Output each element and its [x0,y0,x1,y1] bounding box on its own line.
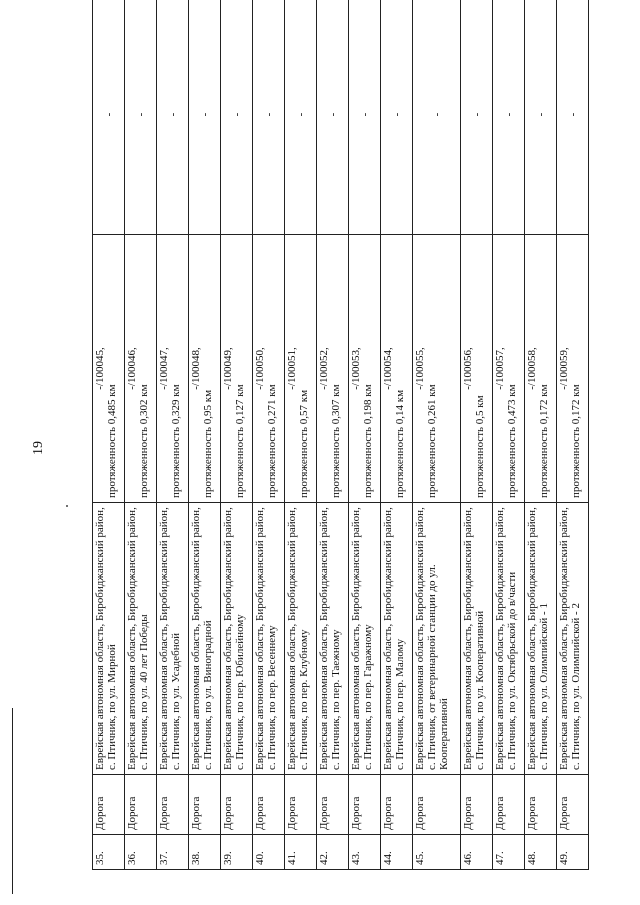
row-number: 41. [285,835,317,870]
object-note: - [157,0,189,235]
table-row [285,0,317,870]
object-id: -/100049, [222,347,234,390]
object-type: Дорога [381,775,413,835]
object-info [189,235,221,503]
object-type: Дорога [285,775,317,835]
table-row [493,0,525,870]
object-length: протяженность 0,261 км [426,384,438,498]
object-id: -/100051, [286,347,298,390]
object-note: - [557,0,589,235]
object-address: Еврейская автономная область, Биробиджанский район, с. Птичник, по пер. Малому [381,503,413,775]
object-address: Еврейская автономная область, Биробиджанский район, с. Птичник, по пер. Таежному [317,503,349,775]
object-info [253,235,285,503]
object-id: -/100059, [558,347,570,390]
object-type: Дорога [221,775,253,835]
object-info [93,235,125,503]
object-type: Дорога [413,775,461,835]
object-note: - [461,0,493,235]
row-number: 49. [557,835,589,870]
object-type: Дорога [253,775,285,835]
object-length: протяженность 0,95 км [202,389,214,498]
object-address: Еврейская автономная область, Биробиджанский район, с. Птичник, по пер. Клубному [285,503,317,775]
object-info [461,235,493,503]
margin-line [12,708,13,894]
object-note: - [189,0,221,235]
registry-table-body [93,0,589,870]
object-address: Еврейская автономная область, Биробиджанский район, с. Птичник, по ул. Олимпийской - 1 [525,503,557,775]
object-address: Еврейская автономная область, Биробиджанский район, с. Птичник, от ветеринарной станции до ул. Кооперативной [413,503,461,775]
object-type: Дорога [125,775,157,835]
object-length: протяженность 0,198 км [362,384,374,498]
object-length: протяженность 0,271 км [266,384,278,498]
object-id: -/100057, [494,347,506,390]
object-note: - [525,0,557,235]
object-note: - [493,0,525,235]
object-length: протяженность 0,14 км [394,389,406,498]
object-note: - [285,0,317,235]
object-note: - [317,0,349,235]
object-note: - [253,0,285,235]
object-length: протяженность 0,485 км [106,384,118,498]
object-info [381,235,413,503]
page-number: 19 [31,441,46,455]
object-length: протяженность 0,329 км [170,384,182,498]
table-row [189,0,221,870]
object-id: -/100050, [254,347,266,390]
object-length: протяженность 0,302 км [138,384,150,498]
object-note: - [413,0,461,235]
object-id: -/100053, [350,347,362,390]
object-length: протяженность 0,57 км [298,389,310,498]
object-address: Еврейская автономная область, Биробиджанский район, с. Птичник, по ул. Мирной [93,503,125,775]
table-row [381,0,413,870]
object-length: протяженность 0,172 км [570,384,582,498]
object-length: протяженность 0,172 км [538,384,550,498]
object-address: Еврейская автономная область, Биробиджанский район, с. Птичник, по ул. Кооперативной [461,503,493,775]
row-number: 46. [461,835,493,870]
table-row [349,0,381,870]
object-address: Еврейская автономная область, Биробиджанский район, с. Птичник, по ул. Виноградной [189,503,221,775]
row-number: 42. [317,835,349,870]
table-row [125,0,157,870]
object-id: -/100048, [190,347,202,390]
row-number: 38. [189,835,221,870]
object-info [525,235,557,503]
object-note: - [349,0,381,235]
object-info [317,235,349,503]
object-id: -/100052, [318,347,330,390]
object-address: Еврейская автономная область, Биробиджанский район, с. Птичник, по ул. Октябрьской до в/части [493,503,525,775]
object-type: Дорога [493,775,525,835]
row-number: 37. [157,835,189,870]
object-id: -/100058, [526,347,538,390]
table-row [93,0,125,870]
object-address: Еврейская автономная область, Биробиджанский район, с. Птичник, по пер. Юбилейному [221,503,253,775]
object-length: протяженность 0,127 км [234,384,246,498]
object-id: -/100045, [94,347,106,390]
row-number: 39. [221,835,253,870]
object-address: Еврейская автономная область, Биробиджанский район, с. Птичник, по пер. Весеннему [253,503,285,775]
scan-dot [66,505,68,507]
object-note: - [381,0,413,235]
row-number: 36. [125,835,157,870]
object-note: - [221,0,253,235]
object-info [557,235,589,503]
object-length: протяженность 0,473 км [506,384,518,498]
object-id: -/100054, [382,347,394,390]
table-row [317,0,349,870]
object-info [349,235,381,503]
object-type: Дорога [317,775,349,835]
object-address: Еврейская автономная область, Биробиджанский район, с. Птичник, по ул. Олимпийской - 2 [557,503,589,775]
object-length: протяженность 0,5 км [474,395,486,498]
object-note: - [93,0,125,235]
object-type: Дорога [557,775,589,835]
object-type: Дорога [157,775,189,835]
row-number: 48. [525,835,557,870]
object-type: Дорога [461,775,493,835]
object-type: Дорога [189,775,221,835]
row-number: 44. [381,835,413,870]
object-address: Еврейская автономная область, Биробиджанский район, с. Птичник, по ул. 40 лет Победы [125,503,157,775]
object-info [493,235,525,503]
row-number: 40. [253,835,285,870]
object-info [221,235,253,503]
table-row [157,0,189,870]
row-number: 45. [413,835,461,870]
object-address: Еврейская автономная область, Биробиджанский район, с. Птичник, по пер. Гаражному [349,503,381,775]
table-row [557,0,589,870]
object-note: - [125,0,157,235]
object-info [125,235,157,503]
table-row [221,0,253,870]
object-id: -/100047, [158,347,170,390]
row-number: 35. [93,835,125,870]
object-info [157,235,189,503]
table-row [461,0,493,870]
row-number: 43. [349,835,381,870]
object-id: -/100056, [462,347,474,390]
table-row [525,0,557,870]
object-id: -/100046, [126,347,138,390]
object-length: протяженность 0,307 км [330,384,342,498]
object-type: Дорога [525,775,557,835]
registry-table-wrapper [92,40,582,870]
object-id: -/100055, [414,347,426,390]
table-row [413,0,461,870]
object-address: Еврейская автономная область, Биробиджанский район, с. Птичник, по ул. Усадебной [157,503,189,775]
row-number: 47. [493,835,525,870]
table-row [253,0,285,870]
object-type: Дорога [93,775,125,835]
registry-table [92,0,589,870]
object-info [285,235,317,503]
object-info [413,235,461,503]
object-type: Дорога [349,775,381,835]
